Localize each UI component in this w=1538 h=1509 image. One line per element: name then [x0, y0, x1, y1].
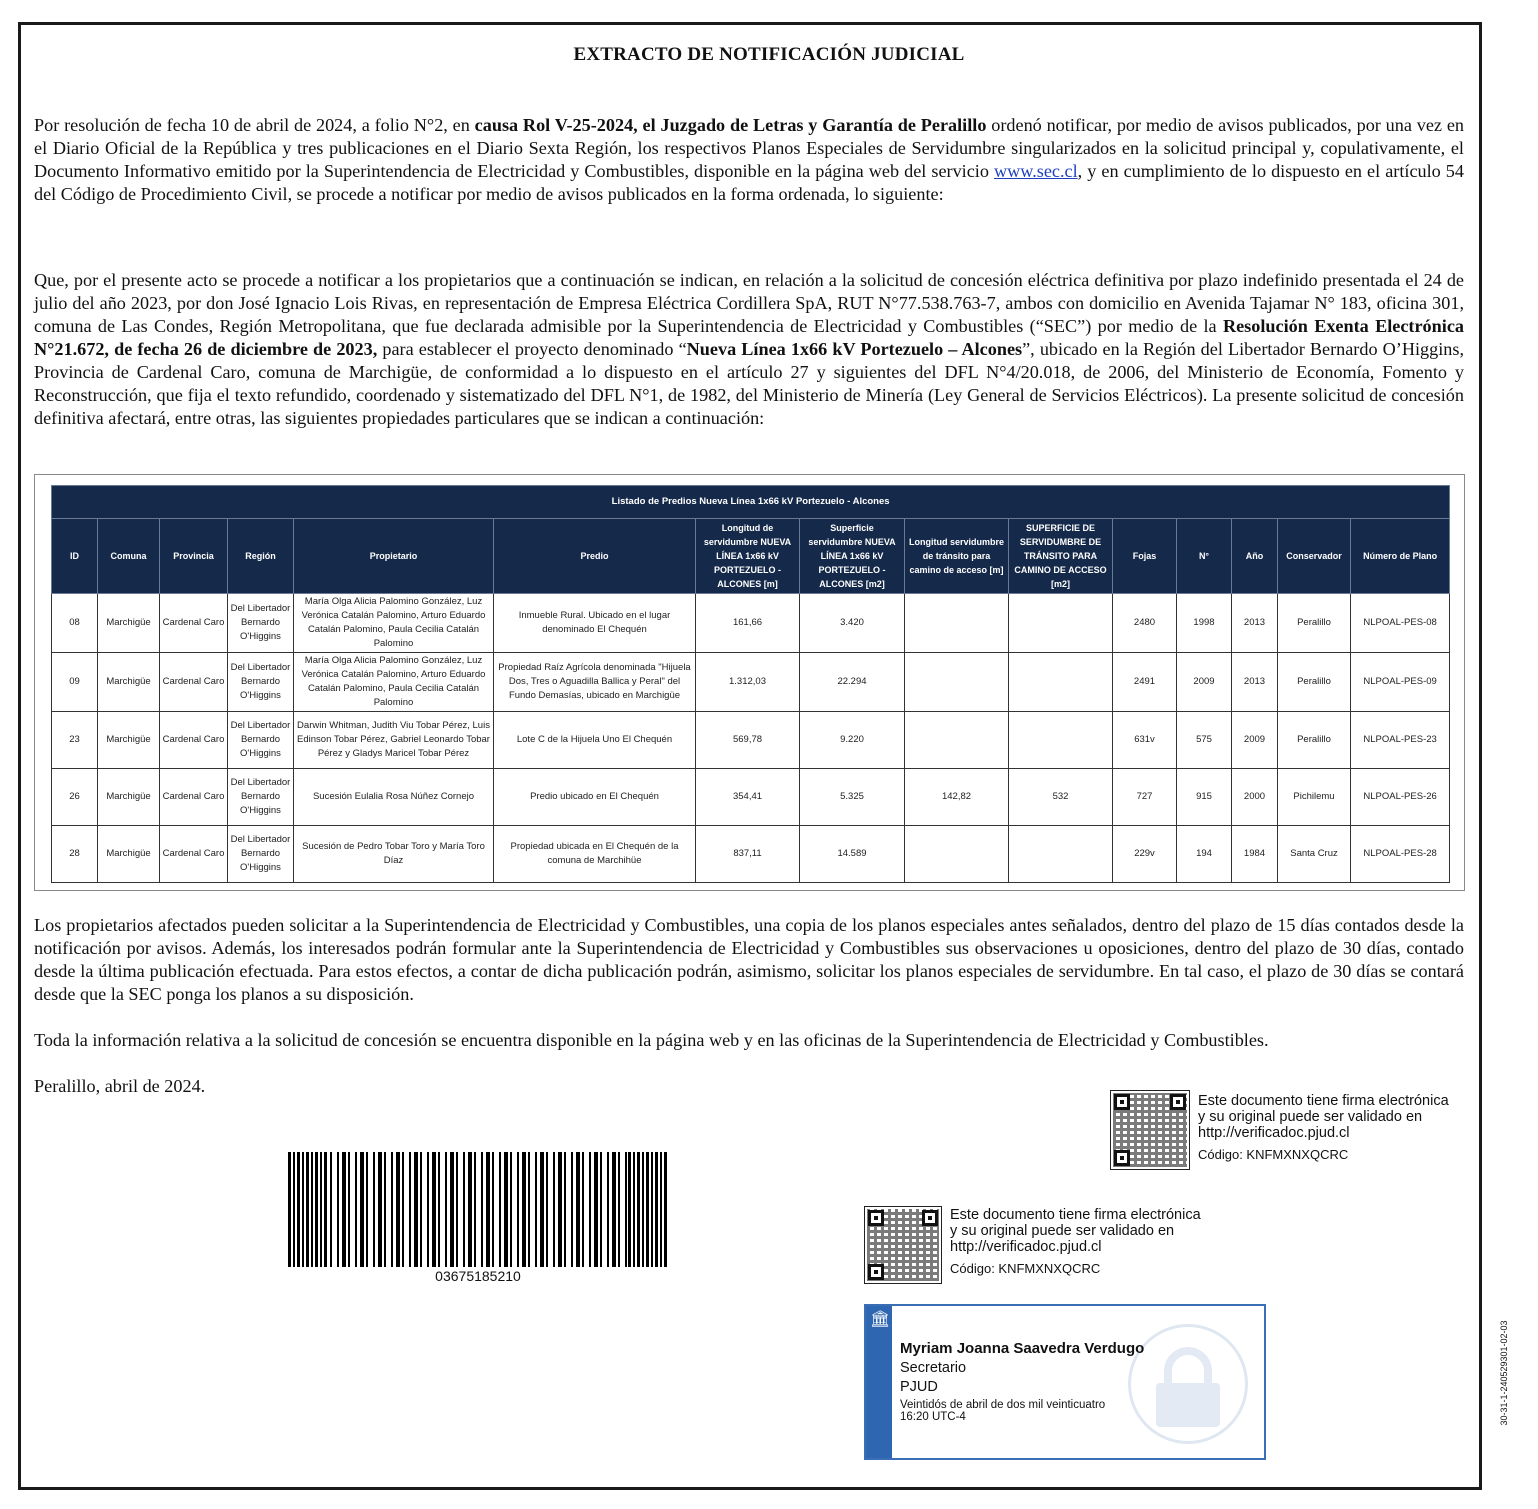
- column-header: Región: [228, 519, 294, 594]
- table-header-row: [52, 519, 1450, 594]
- table-cell: 229v: [1113, 826, 1177, 883]
- table-cell: Peralillo: [1278, 594, 1351, 653]
- qr-code-icon: [864, 1206, 942, 1284]
- table-cell: NLPOAL-PES-26: [1351, 769, 1450, 826]
- column-header: N°: [1177, 519, 1232, 594]
- table-cell: 1984: [1232, 826, 1278, 883]
- side-code: 30-31-1-240529301-02-03: [1499, 1320, 1509, 1426]
- table-cell: Del Libertador Bernardo O'Higgins: [228, 594, 294, 653]
- column-header: Comuna: [98, 519, 160, 594]
- table-cell: [905, 712, 1009, 769]
- table-row: [52, 594, 1450, 653]
- table-cell: [905, 826, 1009, 883]
- table-cell: 5.325: [800, 769, 905, 826]
- barcode-number: 03675185210: [435, 1268, 521, 1284]
- column-header: Número de Plano: [1351, 519, 1450, 594]
- table-cell: 2009: [1177, 653, 1232, 712]
- table-row: [52, 769, 1450, 826]
- column-header: Predio: [494, 519, 696, 594]
- table-cell: Del Libertador Bernardo O'Higgins: [228, 653, 294, 712]
- page-title: EXTRACTO DE NOTIFICACIÓN JUDICIAL: [573, 44, 965, 65]
- sec-website-link[interactable]: www.sec.cl: [994, 161, 1078, 181]
- column-header: ID: [52, 519, 98, 594]
- table-cell: 26: [52, 769, 98, 826]
- table-cell: Marchigüe: [98, 712, 160, 769]
- table-cell: 575: [1177, 712, 1232, 769]
- table-cell: Santa Cruz: [1278, 826, 1351, 883]
- table-cell: 915: [1177, 769, 1232, 826]
- table-cell: [905, 653, 1009, 712]
- table-cell: 08: [52, 594, 98, 653]
- table-cell: María Olga Alicia Palomino González, Luz Verónica Catalán Palomino, Arturo Eduardo Catalán Palomino, Paula Cecilia Catalán Palomino: [294, 594, 494, 653]
- table-cell: 09: [52, 653, 98, 712]
- column-header: Superficie servidumbre NUEVA LÍNEA 1x66 kV PORTEZUELO - ALCONES [m2]: [800, 519, 905, 594]
- table-cell: 14.589: [800, 826, 905, 883]
- column-header: Provincia: [160, 519, 228, 594]
- signature-date: Veintidós de abril de dos mil veinticuatro 16:20 UTC-4: [900, 1399, 1106, 1423]
- table-cell: María Olga Alicia Palomino González, Luz Verónica Catalán Palomino, Arturo Eduardo Catalán Palomino, Paula Cecilia Catalán Palomino: [294, 653, 494, 712]
- table-cell: 2491: [1113, 653, 1177, 712]
- table-cell: Pichilemu: [1278, 769, 1351, 826]
- column-header: Longitud de servidumbre NUEVA LÍNEA 1x66 kV PORTEZUELO - ALCONES [m]: [696, 519, 800, 594]
- table-cell: [1009, 594, 1113, 653]
- paragraph-resolution: Por resolución de fecha 10 de abril de 2024, a folio N°2, en causa Rol V-25-2024, el Juzgado de Letras y Garantía de Peralillo ordenó notificar, por medio de avisos publicados, por una vez en el Diario Oficial de la República y tres publicaciones en el Diario Sexta Región, los respectivos Planos Especiales de Servidumbre singularizados en la solicitud principal y, copulativamente, el Documento Informativo emitido por la Superintendencia de Electricidad y Combustibles, disponible en la página web del servicio www.sec.cl, y en cumplimiento de lo dispuesto en el artículo 54 del Código de Procedimiento Civil, se procede a notificar por medio de avisos publicados en la forma ordenada, lo siguiente:: [34, 115, 1464, 204]
- table-row: [52, 653, 1450, 712]
- table-cell: 532: [1009, 769, 1113, 826]
- table-cell: Darwin Whitman, Judith Viu Tobar Pérez, Luis Edinson Tobar Pérez, Gabriel Leonardo Tobar Pérez y Gladys Maricel Tobar Pérez: [294, 712, 494, 769]
- column-header: SUPERFICIE DE SERVIDUMBRE DE TRÁNSITO PARA CAMINO DE ACCESO [m2]: [1009, 519, 1113, 594]
- table-cell: Cardenal Caro: [160, 653, 228, 712]
- table-cell: Cardenal Caro: [160, 594, 228, 653]
- column-header: Propietario: [294, 519, 494, 594]
- lock-icon: [1128, 1324, 1248, 1444]
- table-cell: 2009: [1232, 712, 1278, 769]
- paragraph-notification: Que, por el presente acto se procede a notificar a los propietarios que a continuación se indican, en relación a la solicitud de concesión eléctrica definitiva por plazo indefinido presentada el 24 de julio del año 2023, por don José Ignacio Lois Rivas, en representación de Empresa Eléctrica Cordillera SpA, RUT N°77.538.763-7, ambos con domicilio en Avenida Tajamar N° 183, oficina 301, comuna de Las Condes, Región Metropolitana, que fue declarada admisible por la Superintendencia de Electricidad y Combustibles (“SEC”) por medio de la Resolución Exenta Electrónica N°21.672, de fecha 26 de diciembre de 2023, para establecer el proyecto denominado “Nueva Línea 1x66 kV Portezuelo – Alcones”, ubicado en la Región del Libertador Bernardo O’Higgins, Provincia de Cardenal Caro, comuna de Marchigüe, de conformidad a lo dispuesto en el artículo 27 y siguientes del DFL N°4/20.018, de 2006, del Ministerio de Economía, Fomento y Reconstrucción, que fija el texto refundido, coordenado y sistematizado del DFL N°1, de 1982, del Ministerio de Minería (Ley General de Servicios Eléctricos). La presente solicitud de concesión definitiva afectará, entre otras, las siguientes propiedades particulares que se indican a continuación:: [34, 270, 1464, 428]
- table-row: [52, 712, 1450, 769]
- table-cell: NLPOAL-PES-09: [1351, 653, 1450, 712]
- table-cell: 2013: [1232, 594, 1278, 653]
- table-cell: Del Libertador Bernardo O'Higgins: [228, 712, 294, 769]
- paragraph-info: Toda la información relativa a la solicitud de concesión se encuentra disponible en la página web y en las oficinas de la Superintendencia de Electricidad y Combustibles.: [34, 1030, 1269, 1050]
- table-cell: Peralillo: [1278, 653, 1351, 712]
- table-cell: Marchigüe: [98, 769, 160, 826]
- table-cell: [1009, 826, 1113, 883]
- table-cell: 3.420: [800, 594, 905, 653]
- table-cell: 837,11: [696, 826, 800, 883]
- signer-organization: PJUD: [900, 1379, 938, 1395]
- table-cell: 22.294: [800, 653, 905, 712]
- place-date: Peralillo, abril de 2024.: [34, 1076, 206, 1096]
- table-cell: Del Libertador Bernardo O'Higgins: [228, 769, 294, 826]
- table-cell: 28: [52, 826, 98, 883]
- properties-table-container: [34, 474, 1465, 891]
- paragraph-rights: Los propietarios afectados pueden solicitar a la Superintendencia de Electricidad y Combustibles, una copia de los planos especiales antes señalados, dentro del plazo de 15 días contados desde la notificación por avisos. Además, los interesados podrán formular ante la Superintendencia de Electricidad y Combustibles sus observaciones u oposiciones, dentro del plazo de 30 días, contado desde la última publicación efectuada. Para estos efectos, a contar de dicha publicación podrán, asimismo, solicitar los planos especiales de servidumbre. En tal caso, el plazo de 30 días se contará desde que la SEC ponga los planos a su disposición.: [34, 915, 1464, 1004]
- table-cell: Marchigüe: [98, 594, 160, 653]
- table-cell: 569,78: [696, 712, 800, 769]
- table-cell: Cardenal Caro: [160, 712, 228, 769]
- column-header: Fojas: [1113, 519, 1177, 594]
- table-cell: 2480: [1113, 594, 1177, 653]
- table-cell: Cardenal Caro: [160, 769, 228, 826]
- table-cell: Marchigüe: [98, 826, 160, 883]
- table-cell: 727: [1113, 769, 1177, 826]
- table-cell: [1009, 712, 1113, 769]
- table-cell: 1.312,03: [696, 653, 800, 712]
- properties-table: [51, 485, 1450, 883]
- signer-role: Secretario: [900, 1360, 967, 1376]
- column-header: Año: [1232, 519, 1278, 594]
- table-cell: 23: [52, 712, 98, 769]
- signer-name: Myriam Joanna Saavedra Verdugo: [900, 1340, 1145, 1357]
- table-cell: Del Libertador Bernardo O'Higgins: [228, 826, 294, 883]
- table-cell: 2000: [1232, 769, 1278, 826]
- table-cell: 1998: [1177, 594, 1232, 653]
- table-cell: 161,66: [696, 594, 800, 653]
- column-header: Longitud servidumbre de tránsito para camino de acceso [m]: [905, 519, 1009, 594]
- qr-code-icon: [1110, 1090, 1190, 1170]
- institution-icon: 🏛: [870, 1309, 891, 1328]
- table-cell: Inmueble Rural. Ubicado en el lugar denominado El Chequén: [494, 594, 696, 653]
- table-cell: Sucesión Eulalia Rosa Núñez Cornejo: [294, 769, 494, 826]
- table-cell: 2013: [1232, 653, 1278, 712]
- electronic-signature-box: [864, 1304, 1266, 1460]
- table-cell: Propiedad ubicada en El Chequén de la comuna de Marchihüe: [494, 826, 696, 883]
- table-cell: NLPOAL-PES-08: [1351, 594, 1450, 653]
- table-cell: [905, 594, 1009, 653]
- table-row: [52, 826, 1450, 883]
- table-cell: Marchigüe: [98, 653, 160, 712]
- table-cell: 142,82: [905, 769, 1009, 826]
- table-caption: Listado de Predios Nueva Línea 1x66 kV Portezuelo - Alcones: [52, 486, 1450, 519]
- verification-note-1: Este documento tiene firma electrónica y su original puede ser validado en http://verificadoc.pjud.cl Código: KNFMXNXQCRC: [1198, 1093, 1449, 1162]
- verification-note-2: Este documento tiene firma electrónica y su original puede ser validado en http://verificadoc.pjud.cl Código: KNFMXNXQCRC: [950, 1207, 1201, 1276]
- table-cell: Lote C de la Hijuela Uno El Chequén: [494, 712, 696, 769]
- table-cell: 631v: [1113, 712, 1177, 769]
- column-header: Conservador: [1278, 519, 1351, 594]
- table-cell: Cardenal Caro: [160, 826, 228, 883]
- table-cell: 194: [1177, 826, 1232, 883]
- table-cell: NLPOAL-PES-23: [1351, 712, 1450, 769]
- table-cell: Propiedad Raíz Agrícola denominada "Hijuela Dos, Tres o Aguadilla Ballica y Peral" del Fundo Demasías, ubicado en Marchigüe: [494, 653, 696, 712]
- table-cell: Predio ubicado en El Chequén: [494, 769, 696, 826]
- table-cell: Peralillo: [1278, 712, 1351, 769]
- table-cell: 9.220: [800, 712, 905, 769]
- table-cell: [1009, 653, 1113, 712]
- barcode-icon: [288, 1152, 668, 1267]
- table-cell: NLPOAL-PES-28: [1351, 826, 1450, 883]
- table-cell: 354,41: [696, 769, 800, 826]
- table-cell: Sucesión de Pedro Tobar Toro y María Toro Díaz: [294, 826, 494, 883]
